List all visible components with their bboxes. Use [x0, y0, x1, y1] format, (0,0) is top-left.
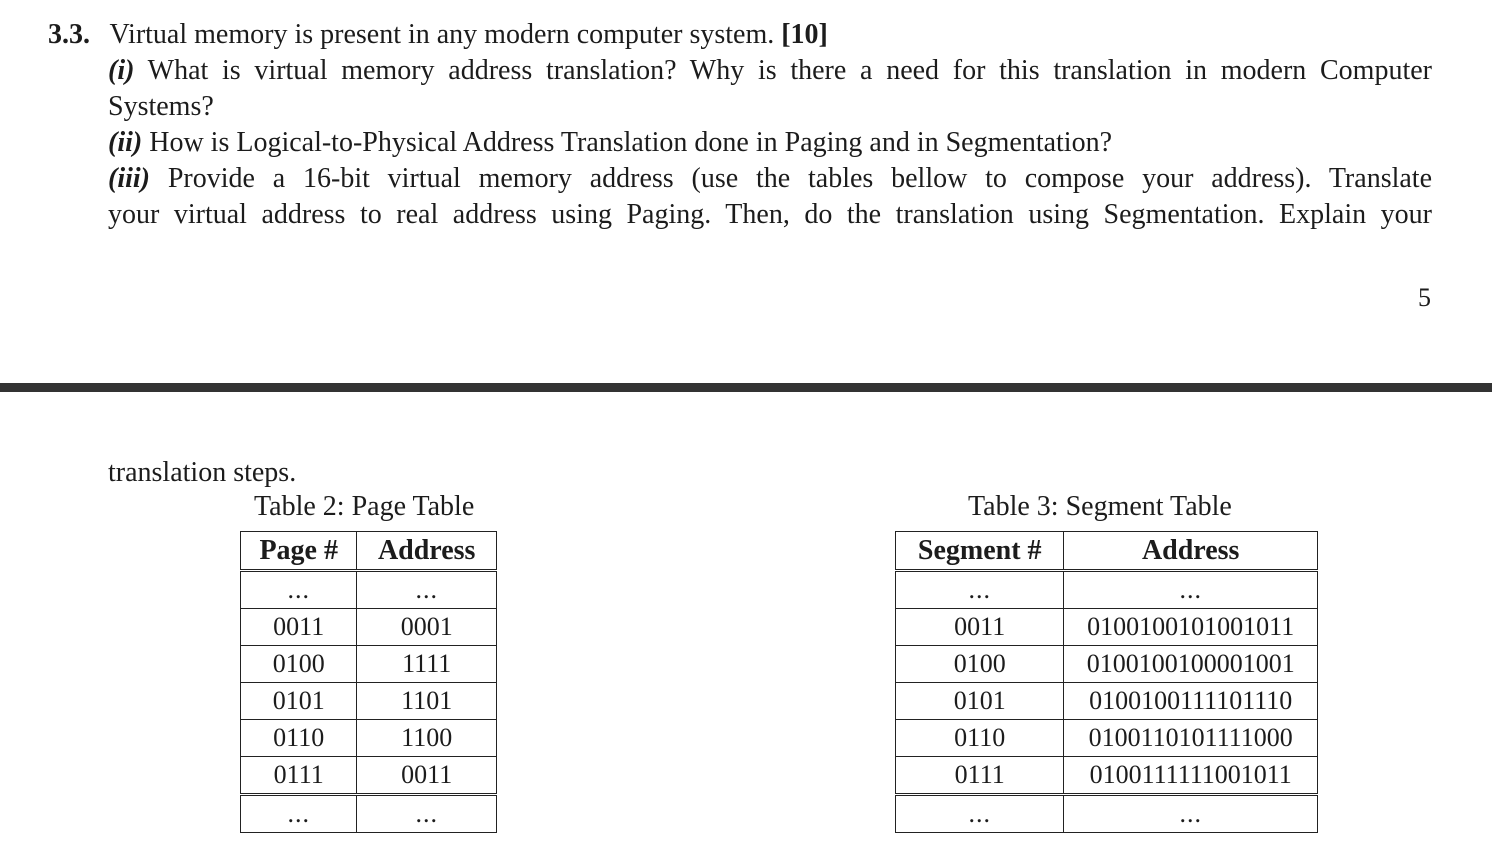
segment-table-header-address: Address: [1064, 532, 1318, 571]
address-cell: 0100100100001001: [1064, 646, 1318, 683]
address-cell: 0001: [357, 609, 497, 646]
part-iii-line-2: [108, 197, 1432, 233]
part-iii-label: (iii): [108, 163, 150, 194]
page-table: [240, 531, 497, 833]
table-row: [241, 646, 497, 683]
page-table-caption: Table 2: Page Table: [254, 491, 475, 522]
part-iii-text-2: your virtual address to real address using Paging. Then, do the translation using Segmentation. Explain your: [108, 199, 1432, 230]
page-break-divider: [0, 383, 1492, 392]
table-row: [241, 757, 497, 795]
address-cell: 1111: [357, 646, 497, 683]
page-cell: 0101: [241, 683, 357, 720]
page-cell: 0110: [241, 720, 357, 757]
part-i-text-1: What is virtual memory address translation? Why is there a need for this translation in modern Computer: [147, 55, 1432, 86]
address-cell: 0100100101001011: [1064, 609, 1318, 646]
part-i-label: (i): [108, 55, 135, 86]
segment-table-caption: Table 3: Segment Table: [968, 491, 1232, 522]
part-ii-text: How is Logical-to-Physical Address Translation done in Paging and in Segmentation?: [149, 127, 1113, 158]
address-cell: 1100: [357, 720, 497, 757]
segment-cell: 0110: [896, 720, 1064, 757]
part-ii-line: [108, 125, 1112, 161]
page-cell: 0111: [241, 757, 357, 795]
page-table-header-page: Page #: [241, 532, 357, 571]
part-iii-line-1: [108, 161, 1432, 197]
page-cell: ...: [241, 571, 357, 609]
part-iii-text-1: Provide a 16-bit virtual memory address (use the tables bellow to compose your address). Translate: [167, 163, 1432, 194]
address-cell: ...: [1064, 571, 1318, 609]
page-cell: 0100: [241, 646, 357, 683]
part-i-text-2: Systems?: [108, 91, 214, 122]
table-row: [896, 609, 1318, 646]
page-cell: 0011: [241, 609, 357, 646]
address-cell: ...: [357, 795, 497, 833]
segment-cell: 0100: [896, 646, 1064, 683]
address-cell: 0011: [357, 757, 497, 795]
page-number: 5: [1418, 283, 1431, 312]
segment-cell: ...: [896, 571, 1064, 609]
part-i-line-2: [108, 89, 214, 125]
continuation-text: translation steps.: [108, 457, 297, 488]
address-cell: 0100111111001011: [1064, 757, 1318, 795]
question-heading: [48, 17, 828, 53]
table-row: [896, 795, 1318, 833]
question-points: [10]: [781, 19, 828, 50]
address-cell: ...: [1064, 795, 1318, 833]
segment-table-header-segment: Segment #: [896, 532, 1064, 571]
segment-cell: 0111: [896, 757, 1064, 795]
address-cell: 0100100111101110: [1064, 683, 1318, 720]
page-table-header-row: [241, 532, 497, 571]
part-i-line-1: [108, 53, 1432, 89]
table-row: [241, 795, 497, 833]
question-intro: Virtual memory is present in any modern computer system.: [109, 19, 775, 50]
table-row: [896, 571, 1318, 609]
address-cell: ...: [357, 571, 497, 609]
segment-table-header-row: [896, 532, 1318, 571]
table-row: [241, 720, 497, 757]
table-row: [241, 571, 497, 609]
table-row: [896, 720, 1318, 757]
table-row: [241, 609, 497, 646]
segment-table: [895, 531, 1318, 833]
address-cell: 0100110101111000: [1064, 720, 1318, 757]
segment-cell: ...: [896, 795, 1064, 833]
table-row: [241, 683, 497, 720]
table-row: [896, 683, 1318, 720]
segment-cell: 0101: [896, 683, 1064, 720]
segment-cell: 0011: [896, 609, 1064, 646]
page-cell: ...: [241, 795, 357, 833]
page-table-header-address: Address: [357, 532, 497, 571]
table-row: [896, 757, 1318, 795]
address-cell: 1101: [357, 683, 497, 720]
part-ii-label: (ii): [108, 127, 143, 158]
table-row: [896, 646, 1318, 683]
question-number: 3.3.: [48, 19, 90, 50]
